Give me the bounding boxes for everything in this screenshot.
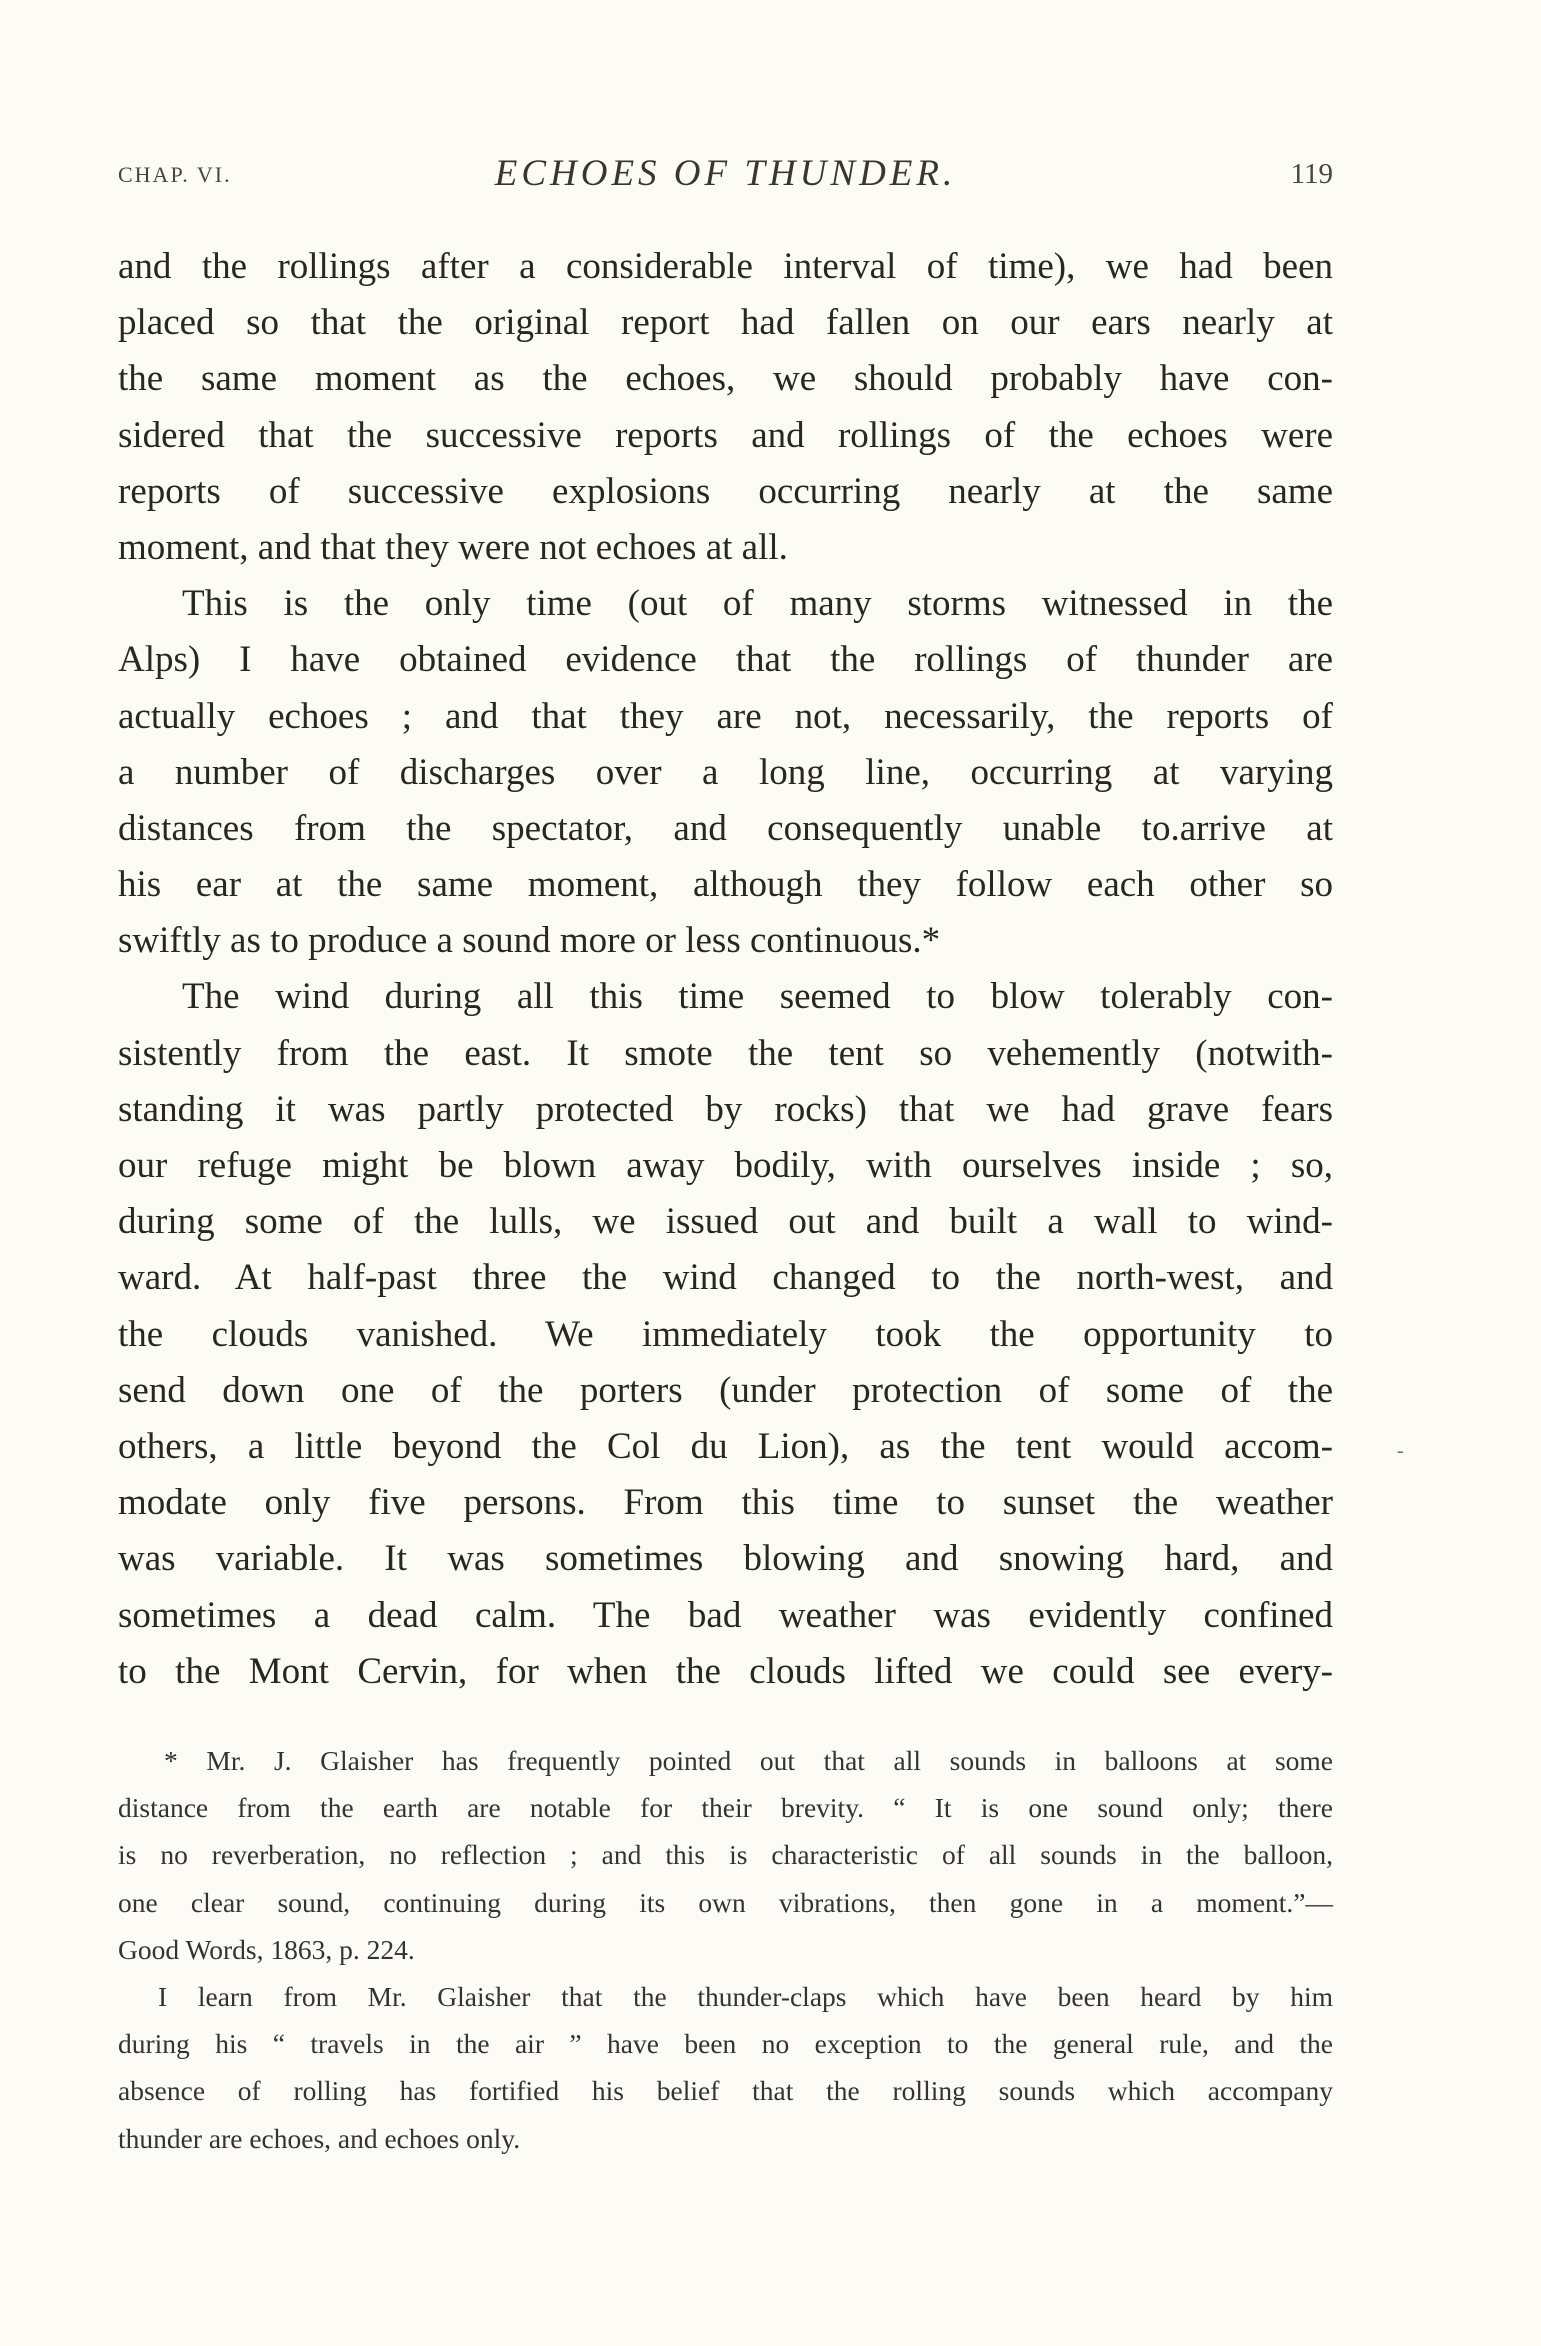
footnote-line: * Mr. J. Glaisher has frequently pointed out that all sounds in balloons at some xyxy=(164,1745,1333,1776)
text-line: Alps) I have obtained evidence that the rollings of thunder are xyxy=(118,639,1333,681)
text-line: ward. At half-past three the wind changed to the north-west, and xyxy=(118,1257,1333,1299)
footnote-line: absence of rolling has fortified his belief that the rolling sounds which accompany xyxy=(118,2075,1333,2107)
text-line: standing it was partly protected by rocks) that we had grave fears xyxy=(118,1088,1333,1130)
text-line: distances from the spectator, and consequently unable to.arrive at xyxy=(118,807,1333,849)
footnote-line: Good Words, 1863, p. 224. xyxy=(118,1933,415,1965)
text-line: The wind during all this time seemed to blow tolerably con- xyxy=(182,976,1333,1018)
footnote-line: I learn from Mr. Glaisher that the thunder-claps which have been heard by him xyxy=(158,1980,1333,2012)
footnote-line: is no reverberation, no reflection ; and this is characteristic of all sounds in the balloon, xyxy=(118,1839,1333,1871)
body-text xyxy=(118,239,1333,1700)
text-line: our refuge might be blown away bodily, with ourselves inside ; so, xyxy=(118,1145,1333,1186)
text-line: to the Mont Cervin, for when the clouds lifted we could see every- xyxy=(118,1650,1333,1692)
text-line: sidered that the successive reports and rollings of the echoes were xyxy=(118,414,1333,456)
text-line: modate only five persons. From this time to sunset the weather xyxy=(118,1482,1333,1524)
text-line: sistently from the east. It smote the tent so vehemently (notwith- xyxy=(118,1032,1333,1074)
text-line: during some of the lulls, we issued out and built a wall to wind- xyxy=(118,1201,1333,1243)
text-line: sometimes a dead calm. The bad weather was evidently confined xyxy=(118,1594,1333,1636)
text-line: was variable. It was sometimes blowing and snowing hard, and xyxy=(118,1538,1333,1580)
text-line: actually echoes ; and that they are not, necessarily, the reports of xyxy=(118,695,1333,737)
margin-mark: - xyxy=(1397,1440,1404,1462)
text-line: This is the only time (out of many storms witnessed in the xyxy=(182,583,1333,625)
footnote-line: distance from the earth are notable for their brevity. “ It is one sound only; there xyxy=(118,1792,1333,1824)
text-line: the same moment as the echoes, we should probably have con- xyxy=(118,358,1333,400)
text-line: his ear at the same moment, although they follow each other so xyxy=(118,864,1333,906)
text-line: placed so that the original report had fallen on our ears nearly at xyxy=(118,302,1333,344)
text-line: send down one of the porters (under protection of some of the xyxy=(118,1369,1333,1411)
text-line: moment, and that they were not echoes at all. xyxy=(118,526,788,568)
running-title: ECHOES OF THUNDER. xyxy=(494,153,957,194)
text-line: swiftly as to produce a sound more or less continuous.* xyxy=(118,920,941,962)
running-header xyxy=(118,153,1333,198)
text-line: reports of successive explosions occurring nearly at the same xyxy=(118,470,1333,512)
text-line: others, a little beyond the Col du Lion), as the tent would accom- xyxy=(118,1425,1333,1467)
chapter-label: CHAP. VI. xyxy=(118,162,232,187)
text-line: and the rollings after a considerable interval of time), we had been xyxy=(118,246,1333,287)
footnote-line: during his “ travels in the air ” have been no exception to the general rule, and the xyxy=(118,2028,1333,2060)
footnote-line: thunder are echoes, and echoes only. xyxy=(118,2122,521,2154)
page-number: 119 xyxy=(1290,158,1333,190)
text-line: the clouds vanished. We immediately took the opportunity to xyxy=(118,1313,1333,1355)
footnote-line: one clear sound, continuing during its own vibrations, then gone in a moment.”— xyxy=(118,1886,1333,1918)
text-line: a number of discharges over a long line, occurring at varying xyxy=(118,751,1333,793)
footnotes xyxy=(118,1737,1333,2162)
